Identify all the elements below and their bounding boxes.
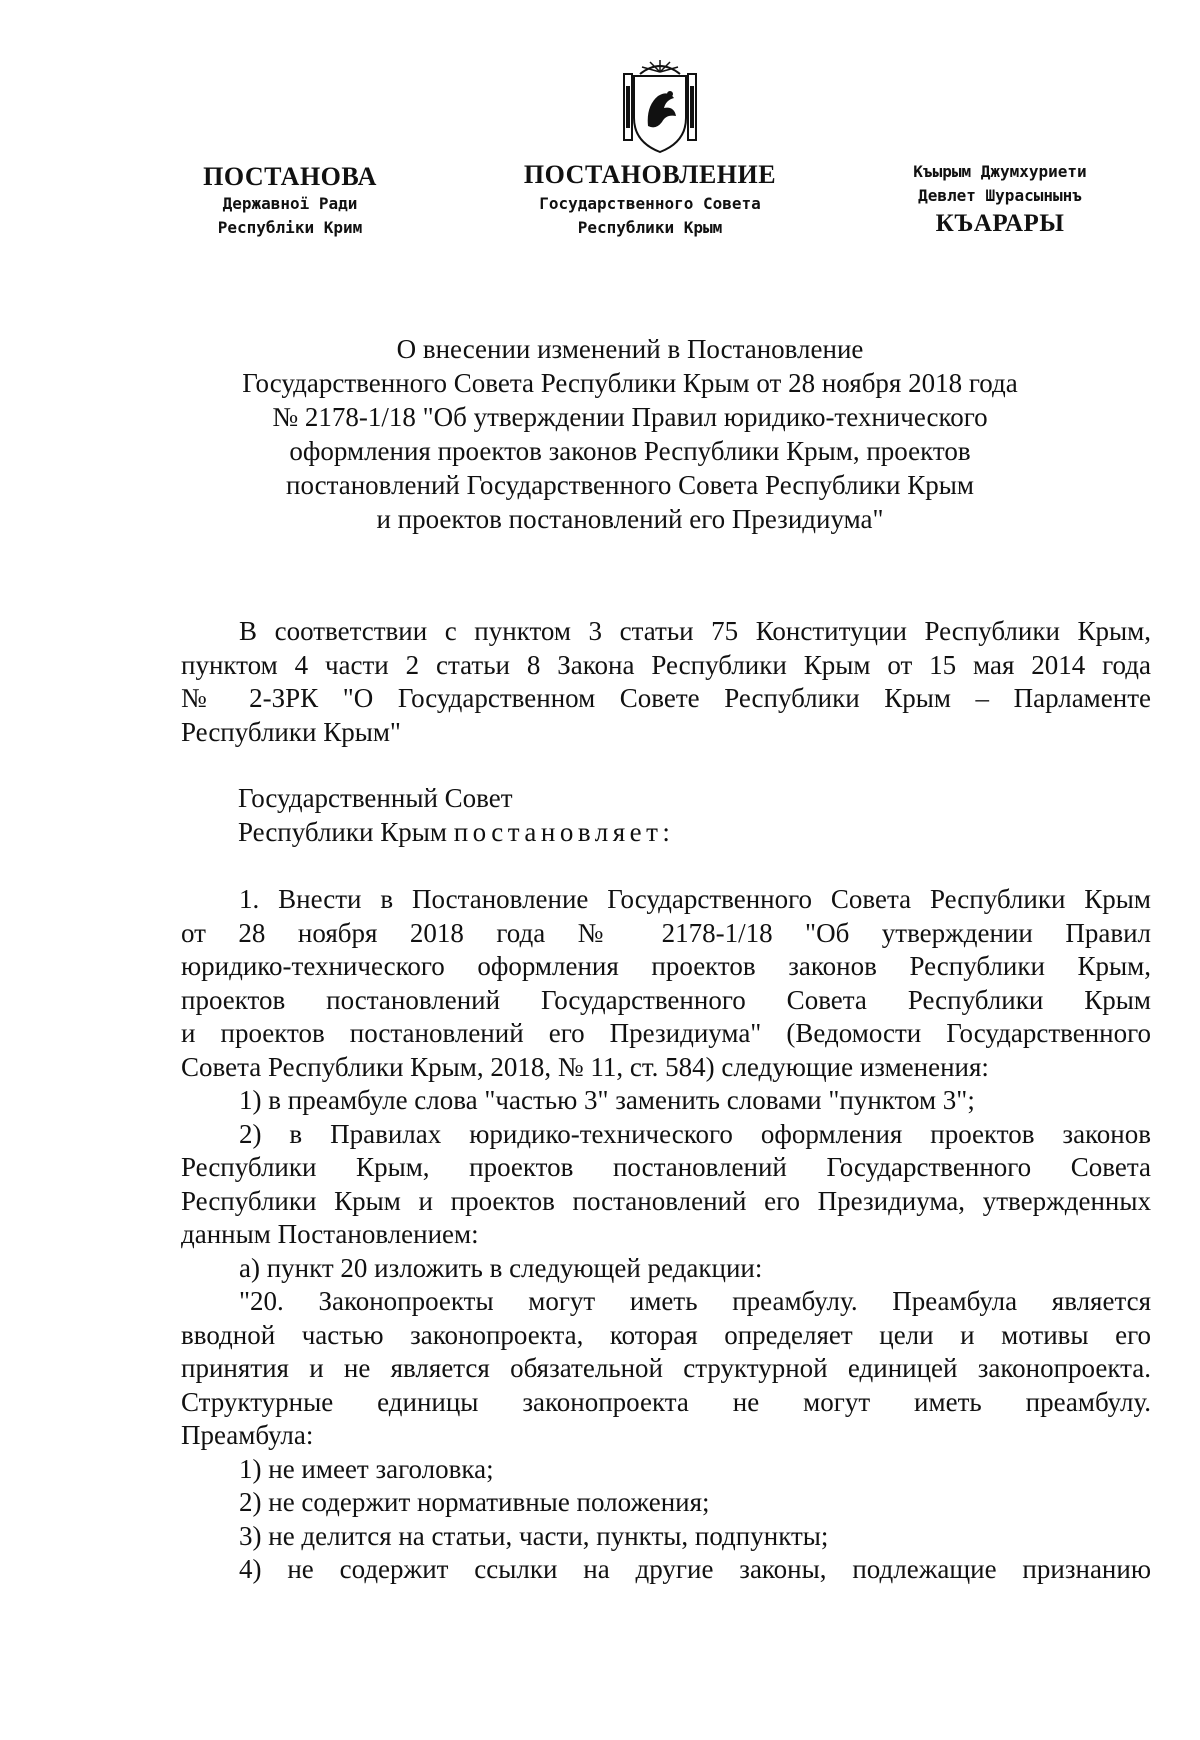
text-line: проектов постановлений Государственного Совета Республики Крым [181,984,1151,1015]
header-crimean-tatar-line2: Девлет Шурасынынъ [918,186,1082,205]
text-line: юридико-технического оформления проектов законов Республики Крым, [181,951,1151,981]
main-body [181,883,1151,1587]
header-crimean-tatar-line1: Къырым Джумхуриети [913,162,1087,181]
title-line: постановлений Государственного Совета Республики Крым [286,470,974,500]
header-ukrainian-line2: Республіки Крим [217,218,363,237]
document-title [180,332,1080,536]
text-line: В соответствии с пунктом 3 статьи 75 Конституции Республики Крым, [239,616,1151,646]
council-resolution [238,782,1200,849]
council-line2 [238,816,1200,850]
title-line: и проектов постановлений его Президиума" [376,504,884,534]
header-ukrainian [170,162,410,240]
text-line: № 2-ЗРК "О Государственном Совете Республики Крым – Парламенте [181,683,1151,713]
title-line: О внесении изменений в Постановление [396,334,864,364]
council-resolves-word: постановляет: [453,816,675,847]
text-line: 2) в Правилах юридико-технического оформления проектов законов [239,1118,1151,1149]
title-line: Государственного Совета Республики Крым от 28 ноября 2018 года [242,368,1018,398]
text-line: Преамбула: [181,1420,314,1450]
title-line: оформления проектов законов Республики Крым, проектов [289,436,971,466]
text-line: 3) не делится на статьи, части, пункты, подпункты; [239,1520,829,1551]
text-line: Совета Республики Крым, 2018, № 11, ст. 584) следующие изменения: [181,1051,989,1082]
text-line: "20. Законопроекты могут иметь преамбулу. Преамбула является [239,1286,1151,1316]
text-line: и проектов постановлений его Президиума" (Ведомости Государственного [181,1018,1151,1048]
text-line: 1. Внести в Постановление Государственного Совета Республики Крым [239,884,1151,914]
council-line1: Государственный Совет [238,783,513,813]
header-russian-line1: Государственного Совета [539,194,761,213]
text-line: 4) не содержит ссылки на другие законы, подлежащие признанию [239,1554,1151,1584]
text-line: 2) не содержит нормативные положения; [239,1487,710,1517]
text-line: пунктом 4 части 2 статьи 8 Закона Республики Крым от 15 мая 2014 года [181,649,1151,680]
preamble-paragraph [181,615,1151,749]
text-line: 1) в преамбуле слова "частью 3" заменить словами "пунктом 3"; [239,1085,975,1115]
text-line: принятия и не является обязательной структурной единицей законопроекта. [181,1353,1151,1383]
text-line: Республики Крым" [181,716,401,747]
text-line: данным Постановлением: [181,1219,479,1249]
header-crimean-tatar [850,160,1150,238]
text-line: 1) не имеет заголовка; [239,1453,494,1484]
header-ukrainian-title: ПОСТАНОВА [203,162,377,191]
header-russian [490,160,810,240]
text-line: Структурные единицы законопроекта не могут иметь преамбулу. [181,1386,1151,1417]
text-line: а) пункт 20 изложить в следующей редакции: [239,1252,763,1283]
text-line: вводной частью законопроекта, которая определяет цели и мотивы его [181,1319,1151,1350]
crimea-coat-of-arms-icon [620,56,700,156]
header-crimean-tatar-title: КЪАРАРЫ [935,210,1065,237]
header-russian-line2: Республики Крым [577,218,723,237]
text-line: Республики Крым, проектов постановлений Государственного Совета [181,1152,1151,1182]
text-line: от 28 ноября 2018 года № 2178-1/18 "Об утверждении Правил [181,917,1151,948]
council-line2-prefix: Республики Крым [238,816,454,847]
title-line: № 2178-1/18 "Об утверждении Правил юридико-технического [272,402,988,432]
header-russian-title: ПОСТАНОВЛЕНИЕ [523,160,777,189]
text-line: Республики Крым и проектов постановлений его Президиума, утвержденных [181,1185,1151,1216]
header-ukrainian-line1: Державної Ради [222,194,358,213]
